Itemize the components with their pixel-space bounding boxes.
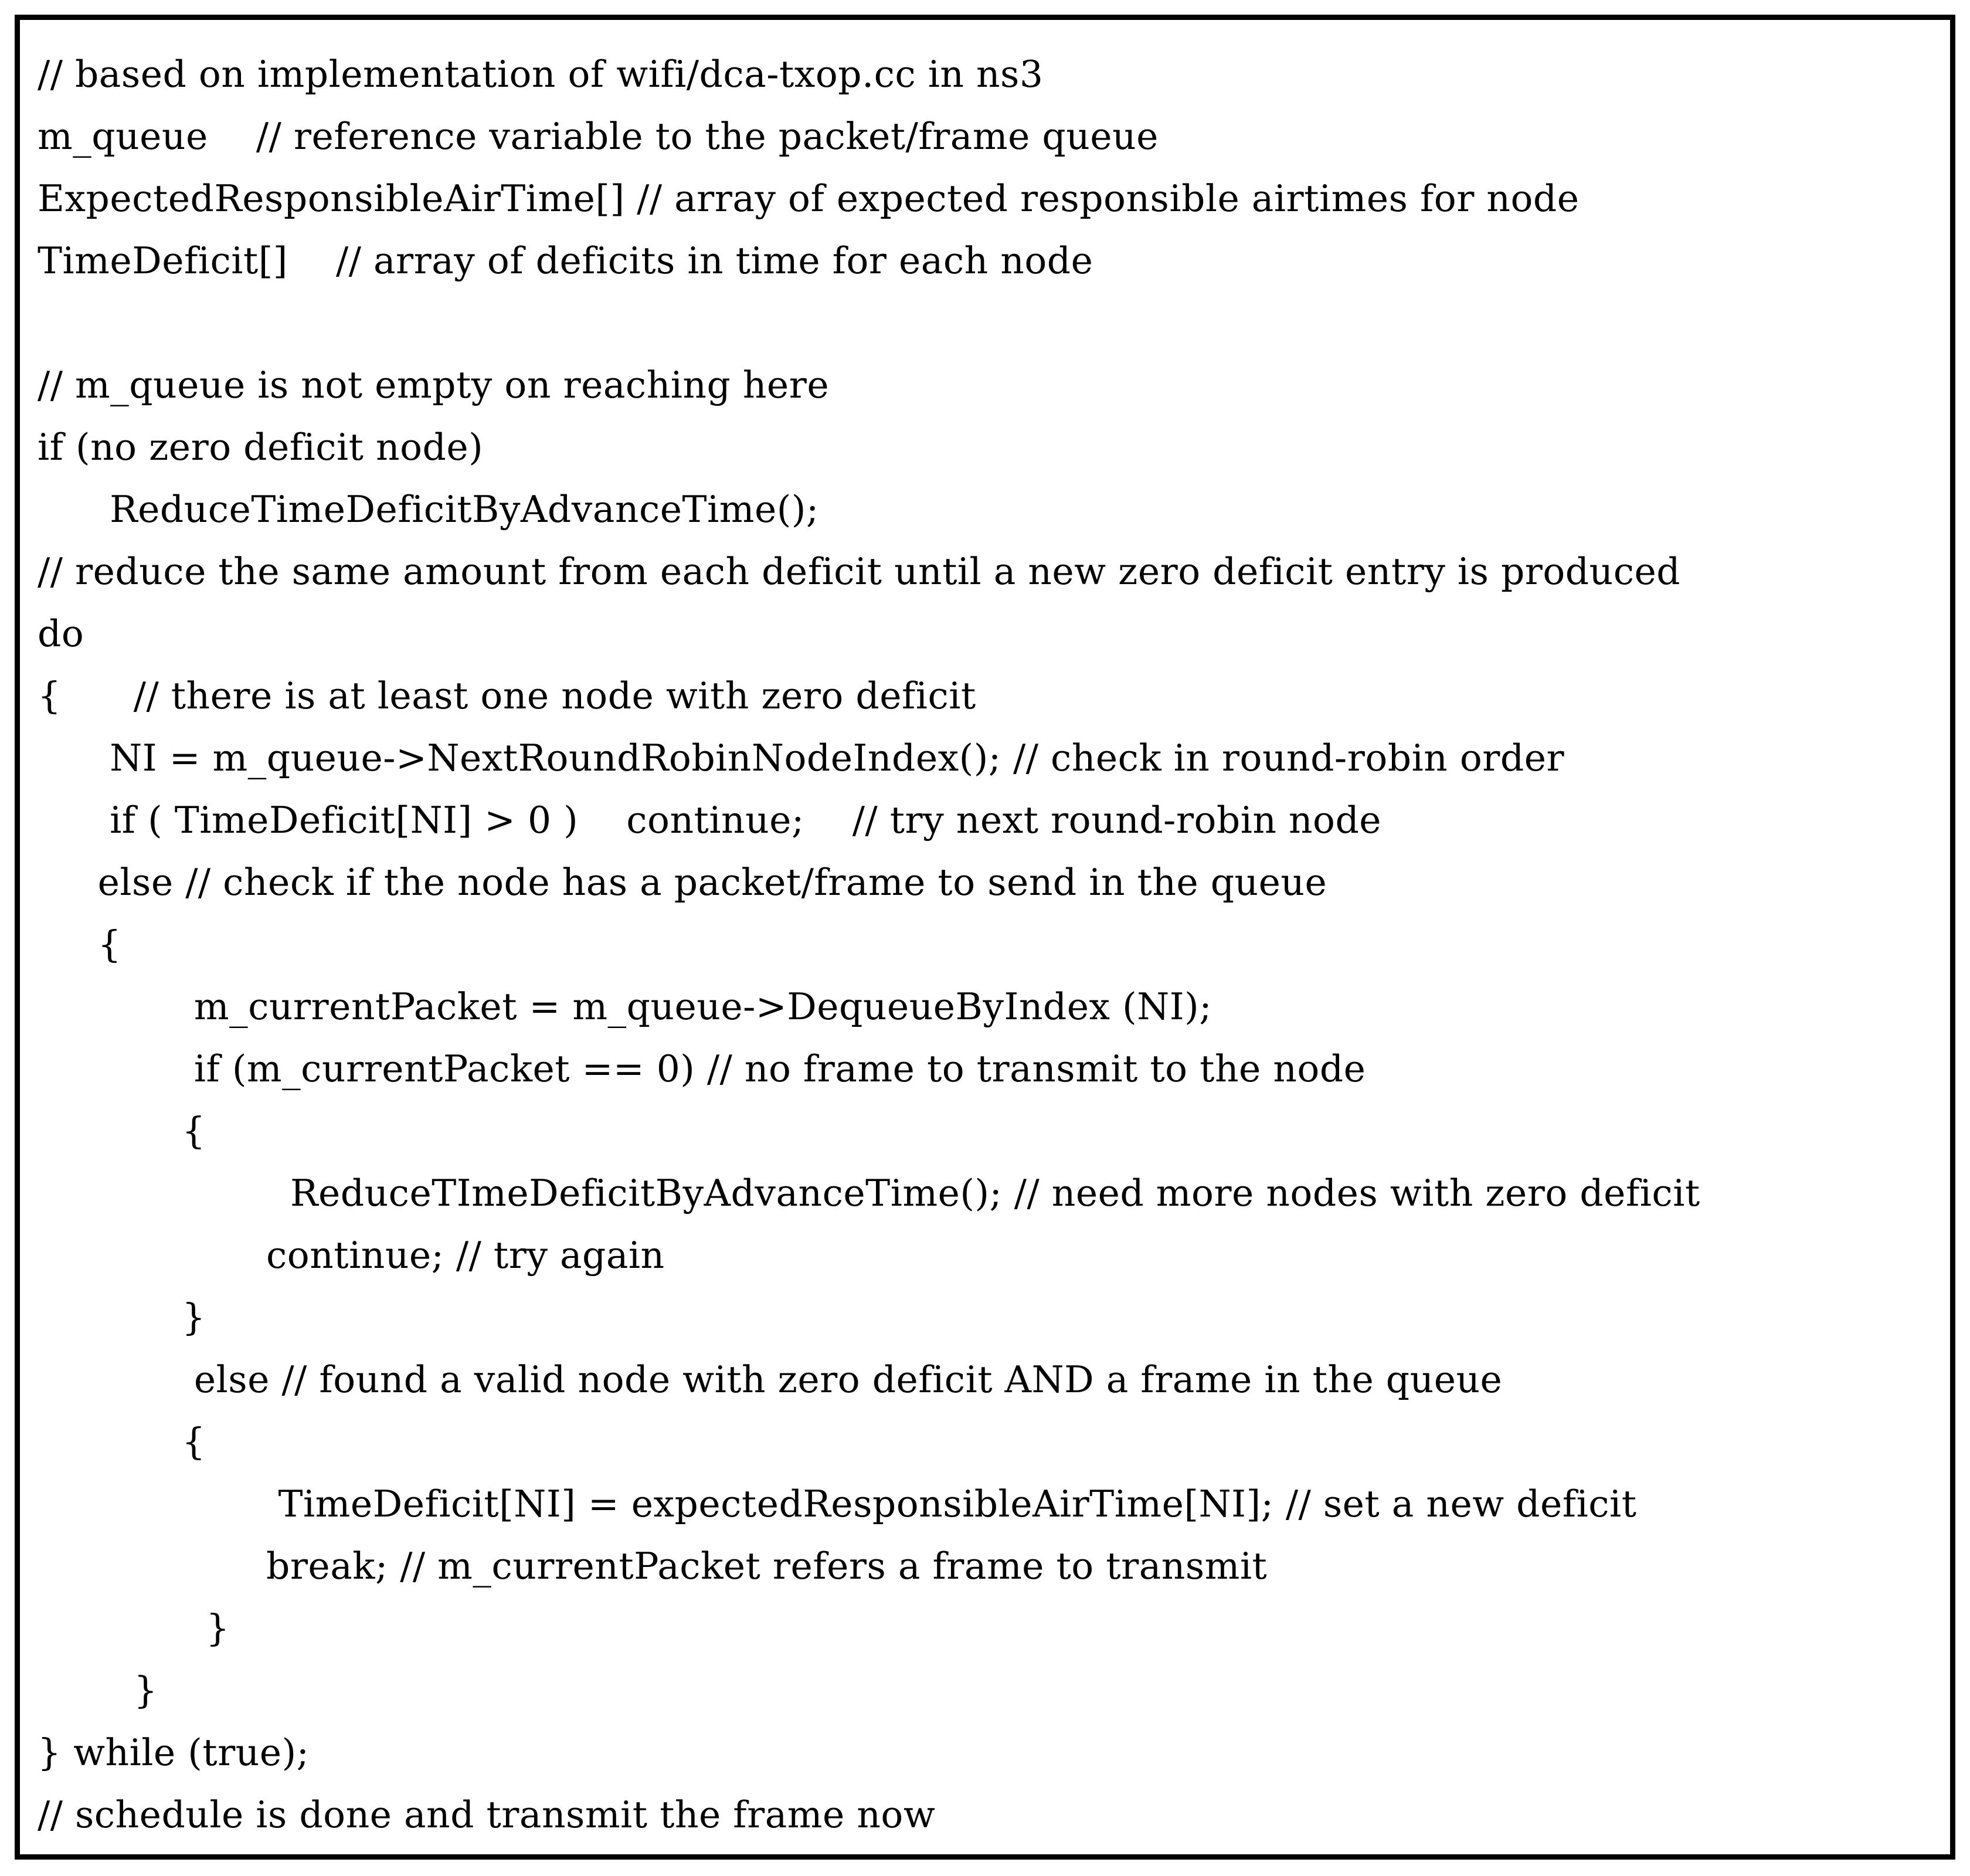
code-line: // based on implementation of wifi/dca-txop.cc in ns3 <box>38 53 1044 96</box>
code-line: { <box>38 1110 206 1152</box>
code-line: } <box>38 1669 158 1712</box>
code-line: break; // m_currentPacket refers a frame to transmit <box>38 1545 1268 1587</box>
code-line: { <box>38 1420 206 1463</box>
code-line <box>38 292 1940 354</box>
code-line: do <box>38 612 84 655</box>
code-line: } while (true); <box>38 1731 310 1774</box>
code-line: ReduceTImeDeficitByAdvanceTime(); // need more nodes with zero deficit <box>38 1172 1700 1215</box>
code-line: // reduce the same amount from each deficit until a new zero deficit entry is produced <box>38 550 1681 593</box>
code-line: // m_queue is not empty on reaching here <box>38 364 830 406</box>
code-line: ReduceTimeDeficitByAdvanceTime(); <box>38 488 819 531</box>
code-line: { // there is at least one node with zero deficit <box>38 674 976 717</box>
code-line: if (no zero deficit node) <box>38 426 484 469</box>
code-line: } <box>38 1296 206 1339</box>
code-line: m_queue // reference variable to the packet/frame queue <box>38 115 1159 158</box>
code-line: TimeDeficit[NI] = expectedResponsibleAirTime[NI]; // set a new deficit <box>38 1483 1637 1525</box>
code-line: continue; // try again <box>38 1234 665 1277</box>
code-line: else // found a valid node with zero deficit AND a frame in the queue <box>38 1358 1503 1401</box>
code-line: else // check if the node has a packet/frame to send in the queue <box>38 861 1327 904</box>
code-line: NI = m_queue->NextRoundRobinNodeIndex(); // check in round-robin order <box>38 737 1565 779</box>
code-line: TimeDeficit[] // array of deficits in time for each node <box>38 239 1093 282</box>
code-line: if (m_currentPacket == 0) // no frame to transmit to the node <box>38 1047 1366 1090</box>
pseudocode-box <box>15 15 1955 1860</box>
code-line: ExpectedResponsibleAirTime[] // array of expected responsible airtimes for node <box>38 177 1580 220</box>
code-line: { <box>38 923 122 966</box>
code-line: // schedule is done and transmit the frame now <box>38 1793 936 1836</box>
code-line: m_currentPacket = m_queue->DequeueByIndex (NI); <box>38 985 1212 1028</box>
code-line: if ( TimeDeficit[NI] > 0 ) continue; // try next round-robin node <box>38 799 1382 842</box>
pseudocode-lines <box>38 43 1940 1846</box>
code-line: } <box>38 1607 230 1650</box>
